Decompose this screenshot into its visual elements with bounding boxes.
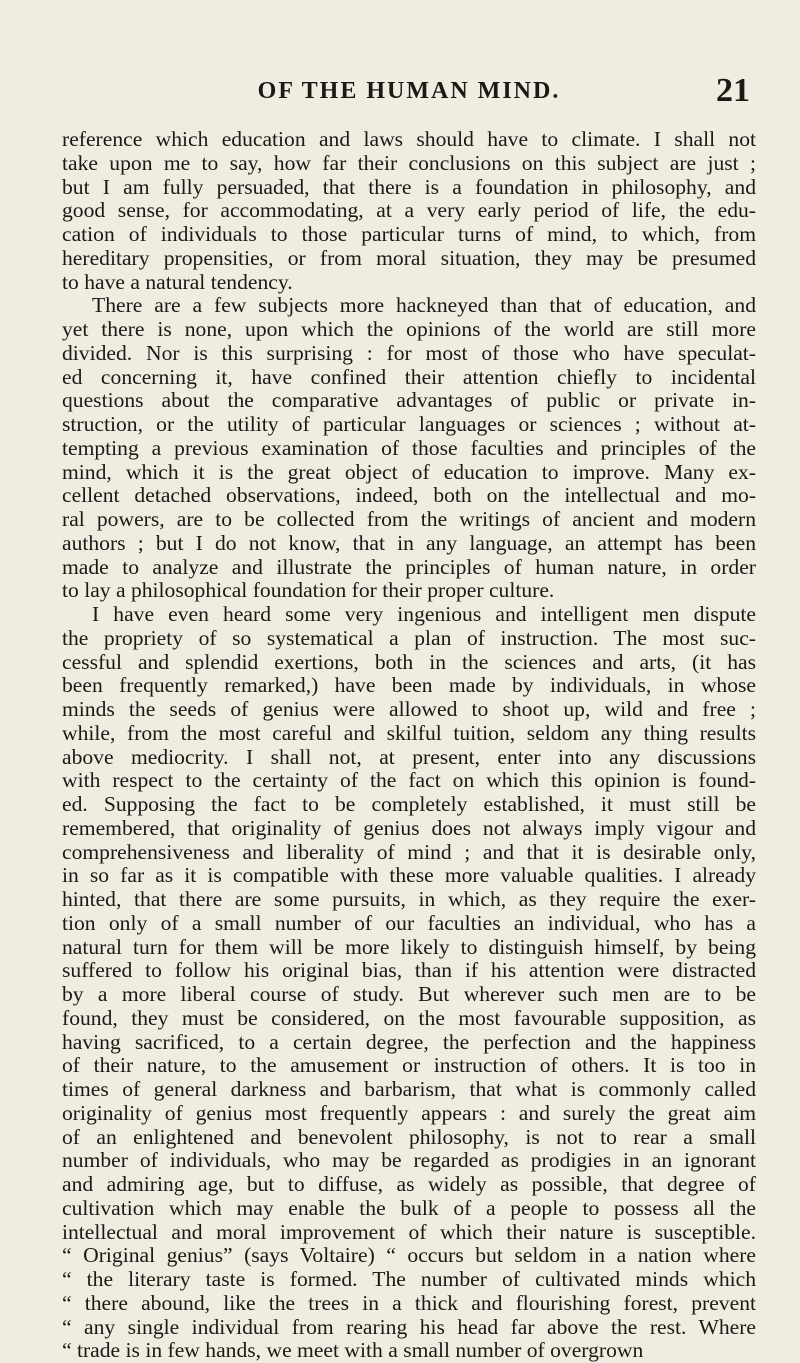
text-line: while, from the most careful and skilful tuition, seldom any thing results [62, 720, 756, 745]
text-line: “ trade is in few hands, we meet with a small number of overgrown [62, 1338, 644, 1363]
text-line: number of individuals, who may be regarded as prodigies in an ignorant [62, 1148, 756, 1173]
text-line: by a more liberal course of study. But wherever such men are to be [62, 982, 756, 1006]
text-line: found, they must be considered, on the most favourable supposition, as [62, 1005, 756, 1030]
text-line: with respect to the certainty of the fact on which this opinion is found- [62, 768, 756, 793]
paragraph [62, 128, 756, 294]
text-line: comprehensiveness and liberality of mind ; and that it is desirable only, [62, 839, 756, 864]
text-line: hereditary propensities, or from moral situation, they may be presumed [62, 245, 756, 270]
text-line: above mediocrity. I shall not, at present, enter into any discussions [62, 744, 756, 769]
text-line: ed concerning it, have confined their attention chiefly to incidental [62, 364, 756, 389]
text-line: divided. Nor is this surprising : for most of those who have speculat- [62, 340, 756, 365]
text-line: having sacrificed, to a certain degree, the perfection and the happiness [62, 1029, 756, 1054]
text-line: There are a few subjects more hackneyed than that of education, and [92, 293, 756, 318]
text-line: minds the seeds of genius were allowed to shoot up, wild and free ; [62, 697, 756, 721]
running-head: OF THE HUMAN MIND. [257, 78, 561, 104]
text-line: cellent detached observations, indeed, both on the intellectual and mo- [62, 483, 756, 508]
text-line: to have a natural tendency. [62, 269, 293, 294]
text-line: good sense, for accommodating, at a very early period of life, the edu- [62, 198, 756, 223]
text-line: been frequently remarked,) have been made by individuals, in whose [62, 673, 756, 698]
paragraph [62, 294, 756, 603]
text-line: made to analyze and illustrate the principles of human nature, in order [62, 554, 756, 579]
text-line: times of general darkness and barbarism, that what is commonly called [62, 1077, 756, 1101]
text-line: suffered to follow his original bias, than if his attention were distracted [62, 958, 756, 983]
text-line: take upon me to say, how far their conclusions on this subject are just ; [62, 150, 756, 175]
text-line: reference which education and laws should have to climate. I shall not [62, 127, 756, 151]
text-line: to lay a philosophical foundation for their proper culture. [62, 578, 555, 603]
page-header [62, 72, 756, 114]
text-line: “ Original genius” (says Voltaire) “ occurs but seldom in a nation where [62, 1243, 756, 1268]
text-line: I have even heard some very ingenious and intelligent men dispute [92, 602, 756, 626]
text-line: cultivation which may enable the bulk of a people to possess all the [62, 1195, 756, 1220]
text-line: of an enlightened and benevolent philosophy, is not to rear a small [62, 1124, 756, 1149]
text-line: “ the literary taste is formed. The number of cultivated minds which [62, 1267, 756, 1291]
text-line: tion only of a small number of our faculties an individual, who has a [62, 910, 756, 935]
text-line: ral powers, are to be collected from the writings of ancient and modern [62, 507, 756, 531]
text-line: cation of individuals to those particular turns of mind, to which, from [62, 222, 756, 246]
text-line: intellectual and moral improvement of which their nature is susceptible. [62, 1219, 756, 1244]
text-line: tempting a previous examination of those faculties and principles of the [62, 435, 756, 460]
text-line: yet there is none, upon which the opinions of the world are still more [62, 317, 756, 341]
text-line: questions about the comparative advantages of public or private in- [62, 388, 756, 413]
text-line: “ there abound, like the trees in a thick and flourishing forest, prevent [62, 1290, 756, 1315]
text-line: ed. Supposing the fact to be completely established, it must still be [62, 792, 756, 816]
text-line: of their nature, to the amusement or instruction of others. It is too in [62, 1053, 756, 1078]
text-line: remembered, that originality of genius does not always imply vigour and [62, 815, 756, 840]
text-line: “ any single individual from rearing his head far above the rest. Where [62, 1314, 756, 1339]
text-line: hinted, that there are some pursuits, in which, as they require the exer- [62, 887, 756, 911]
page-number: 21 [716, 72, 750, 109]
text-line: natural turn for them will be more likely to distinguish himself, by being [62, 934, 756, 959]
text-line: in so far as it is compatible with these more valuable qualities. I already [62, 863, 756, 888]
text-line: struction, or the utility of particular languages or sciences ; without at- [62, 412, 756, 436]
text-line: cessful and splendid exertions, both in the sciences and arts, (it has [62, 649, 756, 674]
text-line: the propriety of so systematical a plan of instruction. The most suc- [62, 625, 756, 650]
text-line: originality of genius most frequently appears : and surely the great aim [62, 1100, 756, 1125]
body-text [62, 128, 756, 1363]
text-line: but I am fully persuaded, that there is a foundation in philosophy, and [62, 174, 756, 199]
text-line: and admiring age, but to diffuse, as widely as possible, that degree of [62, 1172, 756, 1196]
text-line: mind, which it is the great object of education to improve. Many ex- [62, 459, 756, 484]
text-line: authors ; but I do not know, that in any language, an attempt has been [62, 530, 756, 555]
paragraph [62, 603, 756, 1363]
